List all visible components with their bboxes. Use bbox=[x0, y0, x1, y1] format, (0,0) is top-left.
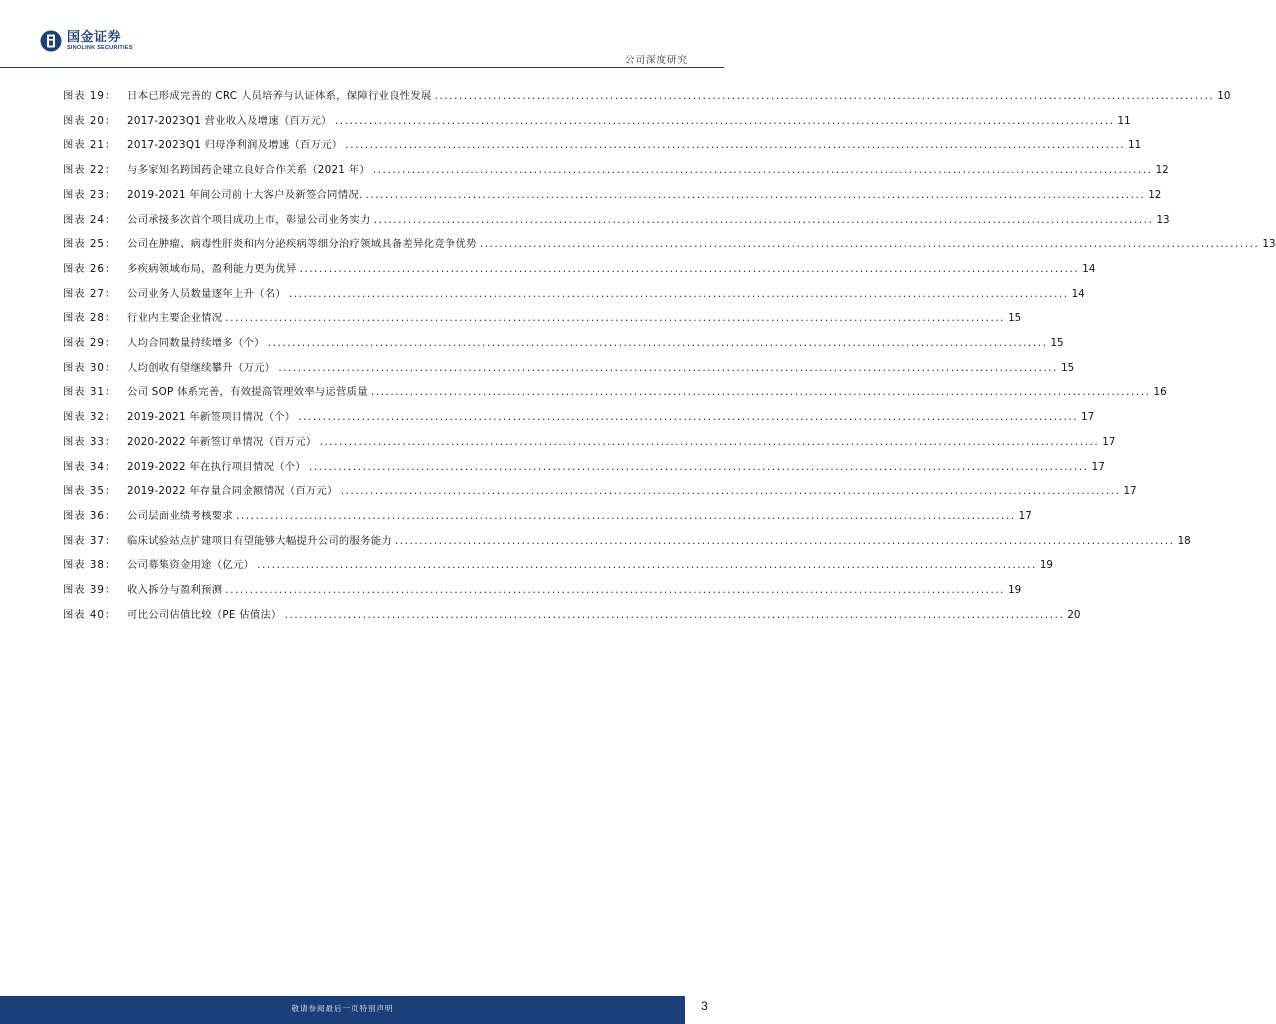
toc-entry-title: 公司募集资金用途（亿元） bbox=[127, 559, 255, 572]
toc-entry-title: 2020-2022 年新签订单情况（百万元） bbox=[127, 435, 317, 448]
toc-dot-leader: ................................................................................................................................................................ bbox=[278, 361, 1059, 374]
toc-entry[interactable] bbox=[63, 113, 1131, 129]
footer-disclaimer-note: 敬请参阅最后一页特别声明 bbox=[291, 1004, 394, 1013]
toc-dot-leader: ................................................................................................................................................................ bbox=[345, 139, 1126, 152]
toc-dot-leader: ................................................................................................................................................................ bbox=[288, 287, 1069, 300]
toc-dot-leader: ................................................................................................................................................................ bbox=[225, 584, 1006, 596]
toc-dot-leader: ................................................................................................................................................................ bbox=[373, 213, 1154, 226]
toc-entry-title: 多疾病领域布局，盈利能力更为优异 bbox=[127, 262, 297, 275]
toc-entry[interactable] bbox=[63, 310, 1022, 326]
toc-entry-page-number: 17 bbox=[1123, 485, 1137, 498]
toc-entry[interactable] bbox=[63, 607, 1081, 623]
toc-entry-label: 图表 34： bbox=[63, 460, 117, 473]
toc-entry[interactable] bbox=[63, 261, 1096, 277]
toc-entry-label: 图表 28： bbox=[63, 312, 117, 325]
toc-entry-page-number: 14 bbox=[1071, 287, 1085, 300]
toc-entry-page-number: 17 bbox=[1081, 411, 1095, 424]
toc-entry[interactable] bbox=[63, 434, 1116, 450]
toc-dot-leader: ................................................................................................................................................................ bbox=[334, 114, 1115, 127]
logo-english-name: SINOLINK SECURITIES bbox=[67, 44, 133, 51]
toc-entry-label: 图表 31： bbox=[63, 386, 117, 399]
toc-entry-label: 图表 22： bbox=[63, 164, 117, 177]
toc-entry-title: 公司承接多次首个项目成功上市，彰显公司业务实力 bbox=[127, 213, 371, 226]
toc-entry[interactable] bbox=[63, 582, 1022, 598]
toc-entry-title: 公司在肿瘤、病毒性肝炎和内分泌疾病等细分治疗领域具备差异化竞争优势 bbox=[127, 238, 477, 251]
toc-entry-label: 图表 38： bbox=[63, 559, 117, 572]
toc-dot-leader: ................................................................................................................................................................ bbox=[340, 485, 1121, 498]
document-type-label: 公司深度研究 bbox=[624, 55, 688, 66]
toc-entry[interactable] bbox=[63, 409, 1095, 425]
toc-entry-label: 图表 36： bbox=[63, 509, 117, 522]
toc-dot-leader: ................................................................................................................................................................ bbox=[434, 90, 1215, 102]
toc-entry-title: 2017-2023Q1 营业收入及增速（百万元） bbox=[127, 114, 332, 127]
toc-entry-label: 图表 33： bbox=[63, 435, 117, 448]
toc-entry[interactable] bbox=[63, 459, 1105, 475]
toc-entry-page-number: 11 bbox=[1117, 114, 1131, 127]
page-number: 3 bbox=[701, 999, 708, 1013]
toc-entry-page-number: 15 bbox=[1061, 361, 1075, 374]
toc-entry-page-number: 17 bbox=[1018, 509, 1032, 522]
toc-entry-label: 图表 21： bbox=[63, 139, 117, 152]
toc-entry-title: 人均创收有望继续攀升（万元） bbox=[127, 361, 276, 374]
toc-entry-label: 图表 29： bbox=[63, 337, 117, 349]
toc-entry-title: 2017-2023Q1 归母净利润及增速（百万元） bbox=[127, 139, 343, 152]
toc-entry-label: 图表 40： bbox=[63, 608, 117, 621]
toc-entry-label: 图表 37： bbox=[63, 534, 117, 547]
toc-entry-page-number: 11 bbox=[1128, 139, 1142, 152]
toc-dot-leader: ................................................................................................................................................................ bbox=[370, 386, 1151, 399]
toc-entry[interactable] bbox=[63, 88, 1231, 104]
toc-entry[interactable] bbox=[63, 137, 1142, 153]
toc-entry-label: 图表 20： bbox=[63, 114, 117, 127]
toc-entry[interactable] bbox=[63, 335, 1064, 351]
toc-entry-title: 临床试验站点扩建项目有望能够大幅提升公司的服务能力 bbox=[127, 534, 392, 547]
toc-entry-page-number: 10 bbox=[1217, 90, 1231, 102]
sinolink-logo-icon bbox=[40, 30, 62, 52]
toc-entry-label: 图表 32： bbox=[63, 411, 117, 424]
toc-entry-label: 图表 39： bbox=[63, 584, 117, 596]
toc-entry[interactable] bbox=[63, 236, 1276, 252]
toc-entry-title: 可比公司估值比较（PE 估值法） bbox=[127, 608, 282, 621]
toc-entry-title: 行业内主要企业情况 bbox=[127, 312, 223, 325]
toc-dot-leader: ................................................................................................................................................................ bbox=[319, 435, 1100, 448]
toc-dot-leader: ................................................................................................................................................................ bbox=[394, 534, 1175, 547]
page-header bbox=[0, 0, 724, 70]
toc-dot-leader: ................................................................................................................................................................ bbox=[284, 608, 1065, 621]
toc-entry-label: 图表 35： bbox=[63, 485, 117, 498]
toc-entry-label: 图表 30： bbox=[63, 361, 117, 374]
toc-entry-page-number: 12 bbox=[1148, 188, 1162, 201]
toc-entry[interactable] bbox=[63, 187, 1162, 203]
toc-dot-leader: ................................................................................................................................................................ bbox=[372, 164, 1153, 177]
toc-entry-page-number: 20 bbox=[1067, 608, 1081, 621]
toc-entry-title: 2019-2021 年间公司前十大客户及新签合同情况. bbox=[127, 188, 363, 201]
toc-entry-page-number: 14 bbox=[1082, 262, 1096, 275]
toc-dot-leader: ................................................................................................................................................................ bbox=[298, 411, 1079, 424]
toc-entry-page-number: 13 bbox=[1156, 213, 1170, 226]
toc-entry[interactable] bbox=[63, 508, 1032, 524]
toc-entry-page-number: 17 bbox=[1102, 435, 1116, 448]
toc-entry-title: 公司业务人员数量逐年上升（名） bbox=[127, 287, 286, 300]
toc-dot-leader: ................................................................................................................................................................ bbox=[235, 509, 1016, 522]
toc-entry-title: 与多家知名跨国药企建立良好合作关系（2021 年） bbox=[127, 164, 370, 177]
toc-entry-title: 日本已形成完善的 CRC 人员培养与认证体系，保障行业良性发展 bbox=[127, 90, 432, 102]
toc-dot-leader: ................................................................................................................................................................ bbox=[257, 559, 1037, 572]
toc-entry-title: 公司 SOP 体系完善，有效提高管理效率与运营质量 bbox=[127, 386, 368, 399]
toc-entry[interactable] bbox=[63, 162, 1169, 178]
toc-entry[interactable] bbox=[63, 286, 1085, 302]
toc-dot-leader: ................................................................................................................................................................ bbox=[267, 337, 1048, 349]
toc-entry-label: 图表 26： bbox=[63, 262, 117, 275]
toc-entry-page-number: 19 bbox=[1039, 559, 1053, 572]
toc-dot-leader: ................................................................................................................................................................ bbox=[308, 460, 1089, 473]
toc-entry-page-number: 13 bbox=[1262, 238, 1276, 251]
toc-entry[interactable] bbox=[63, 483, 1137, 499]
toc-entry-label: 图表 24： bbox=[63, 213, 117, 226]
toc-entry[interactable] bbox=[63, 557, 1053, 573]
toc-dot-leader: ................................................................................................................................................................ bbox=[365, 188, 1146, 201]
toc-entry-page-number: 16 bbox=[1153, 386, 1167, 399]
toc-entry-label: 图表 25： bbox=[63, 238, 117, 251]
toc-dot-leader: ................................................................................................................................................................ bbox=[479, 238, 1260, 251]
toc-entry-label: 图表 23： bbox=[63, 188, 117, 201]
toc-entry-title: 2019-2022 年存量合同金额情况（百万元） bbox=[127, 485, 338, 498]
toc-entry-label: 图表 19： bbox=[63, 90, 117, 102]
toc-entry-page-number: 18 bbox=[1177, 534, 1191, 547]
toc-entry[interactable] bbox=[63, 384, 1167, 400]
toc-entry[interactable] bbox=[63, 212, 1170, 228]
toc-dot-leader: ................................................................................................................................................................ bbox=[299, 262, 1080, 275]
toc-entry[interactable] bbox=[63, 360, 1075, 376]
toc-entry-title: 收入拆分与盈利预测 bbox=[127, 584, 223, 596]
toc-dot-leader: ................................................................................................................................................................ bbox=[225, 312, 1006, 325]
toc-entry-label: 图表 27： bbox=[63, 287, 117, 300]
toc-entry-page-number: 15 bbox=[1008, 312, 1022, 325]
logo-chinese-name: 国金证券 bbox=[67, 29, 122, 45]
toc-entry-title: 2019-2021 年新签项目情况（个） bbox=[127, 411, 296, 424]
toc-entry[interactable] bbox=[63, 533, 1191, 549]
toc-entry-title: 人均合同数量持续增多（个） bbox=[127, 337, 265, 349]
toc-entry-page-number: 17 bbox=[1091, 460, 1105, 473]
toc-entry-title: 公司层面业绩考核要求 bbox=[127, 509, 233, 522]
toc-entry-title: 2019-2022 年在执行项目情况（个） bbox=[127, 460, 306, 473]
toc-entry-page-number: 15 bbox=[1050, 337, 1064, 349]
toc-entry-page-number: 19 bbox=[1008, 584, 1022, 596]
header-divider bbox=[0, 67, 724, 68]
toc-entry-page-number: 12 bbox=[1155, 164, 1169, 177]
company-logo bbox=[40, 30, 133, 52]
